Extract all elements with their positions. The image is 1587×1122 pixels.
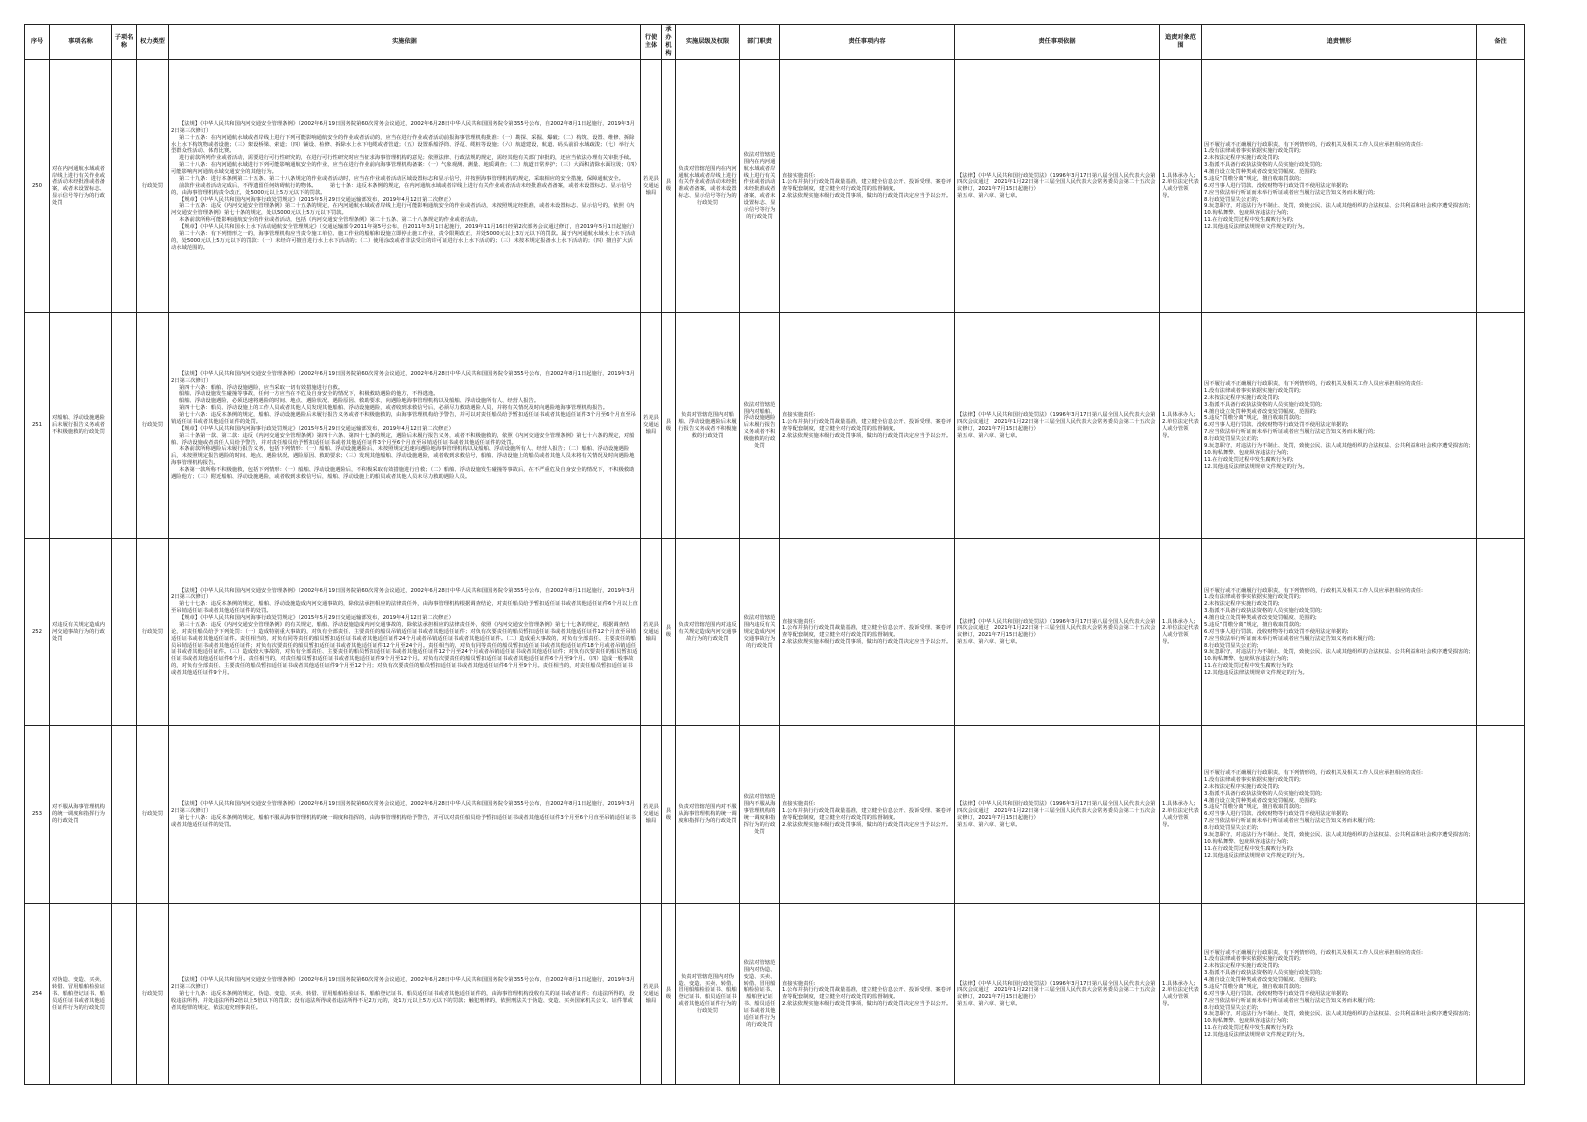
implementation-basis xyxy=(169,313,641,539)
remarks xyxy=(1477,539,1525,726)
duty-content-line: 1.公布并执行行政处罚裁量基准，建立健全信息公开、投诉受理、案卷评查等配套制度，建立健全对行政处罚的监督制度。 xyxy=(782,418,952,432)
accountable-scope xyxy=(1160,313,1202,539)
row-number: 251 xyxy=(25,313,50,539)
situation-line: 8.行政处罚显失公正的; xyxy=(1204,825,1259,832)
header-accountable: 追责对象范围 xyxy=(1160,25,1202,60)
basis-paragraph: 本条前款所称可能影响通航安全的作业或者活动，包括《内河交通安全管理条例》第二十五条、第二十八条规定的作业或者活动。 xyxy=(178,217,481,224)
basis-paragraph: 【法规】《中华人民共和国内河交通安全管理条例》（2002年6月19日国务院第60次常务会议通过，2002年6月28日中华人民共和国国务院令第355号公布，自2002年8月1日起施行，2019年3月2日第三次修订） xyxy=(171,370,635,384)
power-type: 行政处罚 xyxy=(137,60,169,313)
remarks xyxy=(1477,60,1525,313)
situation-line: 4.擅自设立处罚种类或者改变处罚幅度、范围的; xyxy=(1204,169,1317,176)
situation-line: 1.没有法律或者事实依据实施行政处罚的; xyxy=(1204,148,1301,155)
power-type: 行政处罚 xyxy=(137,313,169,539)
duty-basis xyxy=(955,60,1160,313)
situation-line: 9.玩忽职守，对违法行为不制止、处罚，致使公民、法人或其他组织的合法权益、公共利益和社会秩序遭受损害的; xyxy=(1204,442,1471,449)
item-name: 对在内河通航水域或者岸线上进行有关作业或者活动未经批准或者备案，或者未设置标志、显示信号等行为的行政处罚 xyxy=(50,60,112,313)
situation-line: 10.徇私舞弊、包庇纵容违法行为的; xyxy=(1204,838,1289,845)
level-and-authority: 负责对管辖范围内对不服从海事管理机构的统一调度和指挥行为的行政处罚 xyxy=(676,726,740,904)
situation-line: 1.没有法律或者事实依据实施行政处罚的; xyxy=(1204,387,1301,394)
implementation-basis xyxy=(169,726,641,904)
duty-basis-line: 【法律】《中华人民共和国行政处罚法》（1996年3月17日第八届全国人民代表大会第四次会议通过 2021年1月22日第十三届全国人民代表大会常务委员会第二十五次会议修订，2021年7月15日起施行） xyxy=(957,172,1156,193)
situation-line: 6.对当事人进行罚款、没收财物等行政处罚不使用法定单据的; xyxy=(1204,628,1349,635)
situation-line: 10.徇私舞弊、包庇纵容违法行为的; xyxy=(1204,1018,1289,1025)
basis-paragraph: 第七十七条：违反本条例的规定，船舶、浮动设施造成内河交通事故的，除依法承担相应的法律责任外，由海事管理机构根据调查结论，对责任船员给予暂扣适任证书或者其他适任证件6个月以上直至吊销适任证书或者其他适任证件的处罚。 xyxy=(171,601,638,615)
duty-content xyxy=(780,539,955,726)
situation-line: 12.其他违反法律法规规章文件规定的行为。 xyxy=(1204,224,1308,231)
accountable-line: 1.具体承办人; xyxy=(1162,618,1196,625)
row-number: 250 xyxy=(25,60,50,313)
department-duty: 依法对管辖范围内对船舶、浮动设施遇险后未履行报告义务或者不积极施救的行政处罚 xyxy=(740,313,780,539)
basis-paragraph: 【法规】《中华人民共和国内河交通安全管理条例》（2002年6月19日国务院第60次常务会议通过，2002年6月28日中华人民共和国国务院令第355号公布，自2002年8月1日起施行，2019年3月2日第三次修订） xyxy=(171,120,635,134)
header-item-name: 事项名称 xyxy=(50,25,112,60)
accountable-scope xyxy=(1160,60,1202,313)
duty-basis xyxy=(955,313,1160,539)
situation-line: 9.玩忽职守，对违法行为不制止、处罚，致使公民、法人或其他组织的合法权益、公共利益和社会秩序遭受损害的; xyxy=(1204,1011,1471,1018)
situation-line: 9.玩忽职守，对违法行为不制止、处罚，致使公民、法人或其他组织的合法权益、公共利益和社会秩序遭受损害的; xyxy=(1204,831,1471,838)
situation-line: 5.违反“罚缴分离”规定，擅自收取罚款的; xyxy=(1204,804,1302,811)
duty-content-line: 直接实施责任: xyxy=(782,618,816,625)
basis-paragraph: 第二十九条：进行本条例第二十五条、第二十八条规定的作业或者活动时，应当在作业或者活动区域设置标志和显示信号，并按照海事管理机构的规定，采取相应的安全措施，保障通航安全。 xyxy=(178,175,624,182)
duty-basis-line: 第五章、第六章、第七章。 xyxy=(957,432,1021,439)
duty-content-line: 直接实施责任: xyxy=(782,980,816,987)
row-number: 252 xyxy=(25,539,50,726)
table-body xyxy=(25,60,1525,1085)
duty-content-line: 直接实施责任: xyxy=(782,412,816,418)
basis-paragraph: 【法规】《中华人民共和国内河交通安全管理条例》（2002年6月19日国务院第60次常务会议通过，2002年6月28日中华人民共和国国务院令第355号公布，自2002年8月1日起施行，2019年3月2日第三次修订） xyxy=(171,587,635,601)
power-type: 行政处罚 xyxy=(137,539,169,726)
situation-line: 因不履行或不正确履行行政职责，有下列情形的，行政机关及相关工作人员应承担相应的责任: xyxy=(1204,141,1423,148)
power-list-sheet xyxy=(24,24,1524,1085)
situation-line: 1.没有法律或者事实依据实施行政处罚的; xyxy=(1204,594,1301,601)
accountable-scope xyxy=(1160,539,1202,726)
situation-line: 12.其他违反法律法规规章文件规定的行为。 xyxy=(1204,1032,1308,1039)
duty-basis xyxy=(955,904,1160,1085)
duty-basis-line: 【法律】《中华人民共和国行政处罚法》（1996年3月17日第八届全国人民代表大会第四次会议通过 2021年1月22日第十三届全国人民代表大会常务委员会第二十五次会议修订，2021年7月15日起施行） xyxy=(957,980,1156,1001)
duty-content-line: 1.公布并执行行政处罚裁量基准，建立健全信息公开、投诉受理、案卷评查等配套制度，建立健全对行政处罚的监督制度。 xyxy=(782,179,952,193)
header-situations: 追责情形 xyxy=(1202,25,1477,60)
situation-line: 7.应当依法举行听证而未举行听证或者应当履行法定告知义务而未履行的; xyxy=(1204,189,1376,196)
accountability-situations xyxy=(1202,726,1477,904)
situation-line: 9.玩忽职守，对违法行为不制止、处罚，致使公民、法人或其他组织的合法权益、公共利益和社会秩序遭受损害的; xyxy=(1204,649,1471,656)
situation-line: 12.其他违反法律法规规章文件规定的行为。 xyxy=(1204,463,1308,470)
situation-line: 4.擅自设立处罚种类或者改变处罚幅度、范围的; xyxy=(1204,977,1317,984)
situation-line: 8.行政处罚显失公正的; xyxy=(1204,642,1259,649)
subitem-name xyxy=(112,726,137,904)
basis-paragraph: 本条前款所称遇险后未履行报告义务，包括下列情形：（一）船舶、浮动设施遇险后，未按照规定迅速向遇险地海事管理机构以及船舶、浮动设施所有人、经营人报告；（二）船舶、浮动设施遇险后，未按照规定报告遇险的时间、地点、遇险状况、遇险原因、救助要求；（三）发现其他船舶、浮动设施遇险，或者收到求救信号，船舶、浮动设施上的船员或者其他人员未将有关情况及时向遇险地海事管理机构报告。 xyxy=(171,446,635,467)
situation-line: 11.在行政处罚过程中发生腐败行为的; xyxy=(1204,217,1294,224)
header-level: 实施层级及权限 xyxy=(676,25,740,60)
accountability-situations xyxy=(1202,539,1477,726)
table-row xyxy=(25,904,1525,1085)
remarks xyxy=(1477,904,1525,1085)
situation-line: 5.违反“罚缴分离”规定，擅自收取罚款的; xyxy=(1204,621,1302,628)
situation-line: 7.应当依法举行听证而未举行听证或者应当履行法定告知义务而未履行的; xyxy=(1204,997,1376,1004)
situation-line: 1.没有法律或者事实依据实施行政处罚的; xyxy=(1204,776,1301,783)
row-number: 254 xyxy=(25,904,50,1085)
accountability-situations xyxy=(1202,60,1477,313)
situation-line: 2.未按法定程序实施行政处罚的; xyxy=(1204,963,1280,970)
subject: 若羌县交通运输局 xyxy=(641,313,662,539)
table-row xyxy=(25,726,1525,904)
basis-paragraph: 【法规】《中华人民共和国内河交通安全管理条例》（2002年6月19日国务院第60次常务会议通过，2002年6月28日中华人民共和国国务院令第355号公布，自2002年8月1日起施行，2019年3月2日第三次修订） xyxy=(171,801,635,814)
accountable-line: 2.单位法定代表人或分管领导。 xyxy=(1162,179,1199,200)
department-duty: 依法对管辖范围内不服从海事管理机构的统一调度和指挥行为的行政处罚 xyxy=(740,726,780,904)
situation-line: 4.擅自设立处罚种类或者改变处罚幅度、范围的; xyxy=(1204,615,1317,622)
duty-content xyxy=(780,313,955,539)
department-duty: 依法对管辖范围内对伪造、变造、买卖、转借、冒用船舶检验证书、船舶登记证书、船员适任证书或者其他适任证件行为的行政处罚 xyxy=(740,904,780,1085)
subject: 若羌县交通运输局 xyxy=(641,904,662,1085)
department-duty: 依法对管辖范围内违反有关规定造成内河交通事故行为的行政处罚 xyxy=(740,539,780,726)
agency: 县级 xyxy=(662,726,676,904)
situation-line: 5.违反“罚缴分离”规定，擅自收取罚款的; xyxy=(1204,415,1302,422)
basis-paragraph: 【规章】《中华人民共和国内河海事行政处罚规定》（2015年5月29日交通运输部发布，2019年4月12日第二次修正） xyxy=(178,196,454,203)
duty-content-line: 1.公布并执行行政处罚裁量基准，建立健全信息公开、投诉受理、案卷评查等配套制度，建立健全对行政处罚的监督制度。 xyxy=(782,625,952,639)
duty-basis-line: 第五章、第六章、第七章。 xyxy=(957,821,1021,828)
level-and-authority: 负责对管辖范围内在内河通航水域或者岸线上进行有关作业或者活动未经批准或者备案，或者未设置标志、显示信号等行为的行政处罚 xyxy=(676,60,740,313)
situation-line: 2.未按法定程序实施行政处罚的; xyxy=(1204,601,1280,608)
header-agency: 承办机构 xyxy=(662,25,676,60)
situation-line: 6.对当事人进行罚款、没收财物等行政处罚不使用法定单据的; xyxy=(1204,422,1349,429)
basis-paragraph: 第三十五条：违反《内河交通安全管理条例》的有关规定，船舶、浮动设施造成内河交通事故的，除依法承担相应的法律责任外，依照《内河交通安全管理条例》第七十七条的规定，根据调查结论，对责任船员给予下列处罚：（一）造成特别重大事故的，对负有全部责任、主要责任的船员吊销适任证书或者其他适任证件；对负有次要责任的船员暂扣适任证书或者其他适任证件12个月直至吊销适任证书或者其他适任证件。责任相当的，对负有同等责任的船员暂扣适任证书或者其他适任证件24个月或者吊销适任证书或者其他适任证件。（二）造成重大事故的，对负有全部责任、主要责任的船员吊销适任证书或者其他适任证件；对负有次要责任的船员暂扣适任证书或者其他适任证件12个月至24个月。责任相当的，对负有同等责任的船员暂扣适任证书或者其他适任证件18个月或者吊销适任证书或者其他适任证件。（三）造成较大事故的，对负有全部责任、主要责任的船员暂扣适任证书或者其他适任证件12个月至24个月或者吊销适任证书或者其他适任证件；对负有次要责任的船员暂扣适任证书或者其他适任证件6个月。责任相当的，对责任船员暂扣适任证书或者其他适任证件9个月至12个月。对负有次要责任的船员暂扣适任证书或者其他适任证件6个月至9个月。（四）造成一般事故的，对负有全部责任、主要责任的船员暂扣适任证书或者其他适任证件9个月至12个月；对负有次要责任的船员暂扣适任证书或者其他适任证件6个月至9个月。责任相当的，对责任船员暂扣适任证书或者其他适任证件9个月。 xyxy=(171,621,638,677)
agency: 县级 xyxy=(662,539,676,726)
level-and-authority: 负责对管辖范围内对违反有关规定造成内河交通事故行为的行政处罚 xyxy=(676,539,740,726)
basis-paragraph: 第二十五条：违反《内河交通安全管理条例》第二十五条的规定，在内河通航水域或者岸线上进行可能影响通航安全的作业或者活动，未按照规定经批准，或者未设置标志、显示信号的，依照《内河交通安全管理条例》第七十条的规定，处以5000元以上5万元以下罚款。 xyxy=(171,203,635,217)
situation-line: 8.行政处罚显失公正的; xyxy=(1204,196,1259,203)
accountable-line: 1.具体承办人; xyxy=(1162,412,1196,418)
duty-content-line: 直接实施责任: xyxy=(782,801,816,807)
basis-paragraph: 第七十八条：违反本条例的规定，船舶不服从海事管理机构的统一调度和指挥的，由海事管理机构给予警告，并可以对责任船员给予暂扣适任证书或者其他适任证件3个月至6个月直至吊销适任证书或者其他适任证件的处罚。 xyxy=(171,814,636,828)
basis-paragraph: 本条第一款所称不积极施救，包括下列情形：（一）船舶、浮动设施遇险后，不积极采取有效措施进行自救；（二）船舶、浮动设施发生碰撞等事故后，在不严重危及自身安全的情况下，不积极救助遇险他方；（三）附近船舶、浮动设施遇险，或者收到求救信号后，船舶、浮动设施上的船员或者其他人员未尽力救助遇险人员。 xyxy=(171,467,635,480)
situation-line: 8.行政处罚显失公正的; xyxy=(1204,1004,1259,1011)
basis-paragraph: 第七十六条：违反本条例的规定，船舶、浮动设施遇险后未履行报告义务或者不积极施救的，由海事管理机构给予警告，并可以对责任船员给予暂扣适任证书或者其他适任证件3个月至6个月直至吊销适任证书或者其他适任证件的处罚。 xyxy=(171,412,636,425)
situation-line: 1.没有法律或者事实依据实施行政处罚的; xyxy=(1204,956,1301,963)
accountable-line: 1.具体承办人; xyxy=(1162,801,1196,807)
duty-content-line: 2.依法依规实施本级行政处罚事项，做出的行政处罚决定应当予以公开。 xyxy=(782,639,952,646)
header-remarks: 备注 xyxy=(1477,25,1525,60)
basis-paragraph: 第四十七条：船员、浮动设施上的工作人员或者其他人员发现其他船舶、浮动设施遇险，或者收到求救信号后，必须尽力救助遇险人员，并将有关情况及时向遇险地海事管理机构报告。 xyxy=(178,405,608,412)
duty-basis-line: 第五章、第六章、第七章。 xyxy=(957,1001,1021,1008)
duty-content xyxy=(780,904,955,1085)
remarks xyxy=(1477,726,1525,904)
accountable-line: 2.单位法定代表人或分管领导。 xyxy=(1162,987,1199,1008)
situation-line: 3.指派不具备行政执法资格的人员实施行政处罚的; xyxy=(1204,162,1323,169)
item-name: 对船舶、浮动设施遇险后未履行报告义务或者不积极施救的行政处罚 xyxy=(50,313,112,539)
table-row xyxy=(25,313,1525,539)
remarks xyxy=(1477,313,1525,539)
agency: 县级 xyxy=(662,313,676,539)
accountable-scope xyxy=(1160,726,1202,904)
situation-line: 9.玩忽职守，对违法行为不制止、处罚，致使公民、法人或其他组织的合法权益、公共利益和社会秩序遭受损害的; xyxy=(1204,203,1471,210)
header-duty-basis: 责任事项依据 xyxy=(955,25,1160,60)
duty-basis xyxy=(955,539,1160,726)
accountable-line: 1.具体承办人; xyxy=(1162,172,1196,179)
agency: 县级 xyxy=(662,904,676,1085)
duty-basis-line: 第五章、第六章、第七章。 xyxy=(957,639,1021,646)
situation-line: 12.其他违反法律法规规章文件规定的行为。 xyxy=(1204,852,1308,859)
duty-content-line: 1.公布并执行行政处罚裁量基准，建立健全信息公开、投诉受理、案卷评查等配套制度，建立健全对行政处罚的监督制度。 xyxy=(782,807,952,821)
duty-basis-line: 【法律】《中华人民共和国行政处罚法》（1996年3月17日第八届全国人民代表大会第四次会议通过 2021年1月22日第十三届全国人民代表大会常务委员会第二十五次会议修订，2021年7月15日起施行） xyxy=(957,412,1156,432)
header-power-type: 权力类型 xyxy=(137,25,169,60)
header-subject: 行使主体 xyxy=(641,25,662,60)
accountable-line: 2.单位法定代表人或分管领导。 xyxy=(1162,625,1199,646)
situation-line: 11.在行政处罚过程中发生腐败行为的; xyxy=(1204,456,1294,463)
item-name: 对违反有关规定造成内河交通事故行为的行政处罚 xyxy=(50,539,112,726)
item-name: 对不服从海事管理机构的统一调度和指挥行为的行政处罚 xyxy=(50,726,112,904)
basis-paragraph: 第二十五条：在内河通航水域或者岸线上进行下列可能影响通航安全的作业或者活动的，应当在进行作业或者活动前报海事管理机构批准：（一）勘探、采掘、爆破；（二）构筑、设置、维修、拆除水上水下构筑物或者设施；（三）架设桥梁、索道；（四）铺设、检修、拆除水上水下电缆或者管道；（五）设置系船浮筒、浮趸、缆桩等设施；（六）航道建设，航道、码头前沿水域疏浚；（七）举行大型群众性活动、体育比赛。 xyxy=(171,134,635,155)
situation-line: 10.徇私舞弊、包庇纵容违法行为的; xyxy=(1204,210,1289,217)
situation-line: 7.应当依法举行听证而未举行听证或者应当履行法定告知义务而未履行的; xyxy=(1204,429,1376,436)
situation-line: 4.擅自设立处罚种类或者改变处罚幅度、范围的; xyxy=(1204,408,1317,415)
situation-line: 7.应当依法举行听证而未举行听证或者应当履行法定告知义务而未履行的; xyxy=(1204,635,1376,642)
implementation-basis xyxy=(169,60,641,313)
situation-line: 3.指派不具备行政执法资格的人员实施行政处罚的; xyxy=(1204,970,1323,977)
table-header-row xyxy=(25,25,1525,60)
duty-content-line: 2.依法依规实施本级行政处罚事项，做出的行政处罚决定应当予以公开。 xyxy=(782,432,952,439)
situation-line: 11.在行政处罚过程中发生腐败行为的; xyxy=(1204,663,1294,670)
duty-content-line: 2.依法依规实施本级行政处罚事项，做出的行政处罚决定应当予以公开。 xyxy=(782,193,952,200)
basis-paragraph: 第四十六条：船舶、浮动设施遇险，应当采取一切有效措施进行自救。 xyxy=(178,384,344,391)
situation-line: 6.对当事人进行罚款、没收财物等行政处罚不使用法定单据的; xyxy=(1204,811,1349,818)
situation-line: 10.徇私舞弊、包庇纵容违法行为的; xyxy=(1204,656,1289,663)
subitem-name xyxy=(112,313,137,539)
header-basis: 实施依据 xyxy=(169,25,641,60)
situation-line: 因不履行或不正确履行行政职责，有下列情形的，行政机关及相关工作人员应承担相应的责任: xyxy=(1204,381,1423,388)
subject: 若羌县交通运输局 xyxy=(641,60,662,313)
duty-basis xyxy=(955,726,1160,904)
subject: 若羌县交通运输局 xyxy=(641,539,662,726)
accountable-scope xyxy=(1160,904,1202,1085)
situation-line: 2.未按法定程序实施行政处罚的; xyxy=(1204,394,1280,401)
header-duty-content: 责任事项内容 xyxy=(780,25,955,60)
basis-paragraph: 第二十八条：在内河通航水域进行下列可能影响通航安全的作业，应当在进行作业前向海事管理机构备案：（一）气象观测、测量、地质调查；（二）航道日常养护；（三）大面积清除水面垃圾；（四）可能影响内河通航水域交通安全的其他行为。 xyxy=(171,162,638,176)
basis-paragraph: 【规章】《中华人民共和国内河海事行政处罚规定》（2015年5月29日交通运输部发布，2019年4月12日第二次修正） xyxy=(178,425,454,432)
situation-line: 7.应当依法举行听证而未举行听证或者应当履行法定告知义务而未履行的; xyxy=(1204,818,1376,825)
department-duty: 依法对管辖范围内在内河通航水域或者岸线上进行有关作业或者活动未经批准或者备案，或者未设置标志、显示信号等行为的行政处罚 xyxy=(740,60,780,313)
basis-paragraph: 【法规】《中华人民共和国内河交通安全管理条例》（2002年6月19日国务院第60次常务会议通过，2002年6月28日中华人民共和国国务院令第355号公布，自2002年8月1日起施行，2019年3月2日第三次修订） xyxy=(171,977,635,990)
situation-line: 5.违反“罚缴分离”规定，擅自收取罚款的; xyxy=(1204,983,1302,990)
header-duty: 部门职责 xyxy=(740,25,780,60)
situation-line: 2.未按法定程序实施行政处罚的; xyxy=(1204,155,1280,162)
header-subitem: 子项名称 xyxy=(112,25,137,60)
situation-line: 3.指派不具备行政执法资格的人员实施行政处罚的; xyxy=(1204,608,1323,615)
implementation-basis xyxy=(169,539,641,726)
accountable-line: 2.单位法定代表人或分管领导。 xyxy=(1162,807,1199,828)
duty-content-line: 2.依法依规实施本级行政处罚事项，做出的行政处罚决定应当予以公开。 xyxy=(782,1001,952,1008)
situation-line: 4.擅自设立处罚种类或者改变处罚幅度、范围的; xyxy=(1204,797,1317,804)
situation-line: 12.其他违反法律法规规章文件规定的行为。 xyxy=(1204,670,1308,677)
basis-paragraph: 第三十条第一款、第二款：违反《内河交通安全管理条例》第四十六条、第四十七条的规定，遇险后未履行报告义务，或者不积极施救的，依照《内河交通安全管理条例》第七十六条的规定，对船舶、浮动设施或者责任人员给予警告，并对责任船员给予暂扣适任证书或者其他适任证件3个月至6个月直至吊销适任证书或者其他适任证件的处罚。 xyxy=(171,432,635,446)
agency: 县级 xyxy=(662,60,676,313)
accountability-situations xyxy=(1202,904,1477,1085)
situation-line: 3.指派不具备行政执法资格的人员实施行政处罚的; xyxy=(1204,790,1323,797)
basis-paragraph: 前款作业或者活动完成后，不得遗留任何妨碍航行的物体。 第七十条：违反本条例的规定，在内河通航水域或者岸线上进行有关作业或者活动未经批准或者备案，或者未设置标志、显示信号的，由海事管理机构责令改正，处5000元以上5万元以下的罚款。 xyxy=(171,182,632,196)
basis-paragraph: 进行前款所列作业或者活动，需要进行可行性研究的，在进行可行性研究时应当征求海事管理机构的意见；依照法律、行政法规的规定，需经其他有关部门审批的，还应当依法办理有关审批手续。 xyxy=(178,155,635,162)
basis-paragraph: 【规章】《中华人民共和国内河海事行政处罚规定》（2015年5月29日交通运输部发布，2019年4月12日第二次修正） xyxy=(178,615,454,622)
situation-line: 因不履行或不正确履行行政职责，有下列情形的，行政机关及相关工作人员应承担相应的责任: xyxy=(1204,770,1423,777)
duty-content-line: 1.公布并执行行政处罚裁量基准，建立健全信息公开、投诉受理、案卷评查等配套制度，建立健全对行政处罚的监督制度。 xyxy=(782,987,952,1001)
situation-line: 6.对当事人进行罚款、没收财物等行政处罚不使用法定单据的; xyxy=(1204,990,1349,997)
situation-line: 8.行政处罚显失公正的; xyxy=(1204,436,1259,443)
table-row xyxy=(25,60,1525,313)
basis-paragraph: 第七十九条：违反本条例的规定，伪造、变造、买卖、转借、冒用船舶检验证书、船舶登记证书、船员适任证书或者其他适任证件的，由海事管理机构没收有关的证书或者证件；有违法所得的，没收违法所得，并处违法所得2倍以上5倍以下的罚款；没有违法所得或者违法所得不足2万元的，处1万元以上5万元以下的罚款；触犯刑律的，依照刑法关于伪造、变造、买卖国家机关公文、证件罪或者其他罪的规定，依法追究刑事责任。 xyxy=(171,990,635,1011)
implementation-basis xyxy=(169,904,641,1085)
situation-line: 3.指派不具备行政执法资格的人员实施行政处罚的; xyxy=(1204,401,1323,408)
accountable-line: 1.具体承办人; xyxy=(1162,980,1196,987)
subject: 若羌县交通运输局 xyxy=(641,726,662,904)
duty-content xyxy=(780,60,955,313)
situation-line: 5.违反“罚缴分离”规定，擅自收取罚款的; xyxy=(1204,175,1302,182)
duty-content xyxy=(780,726,955,904)
basis-paragraph: 船舶、浮动设施发生碰撞等事故，任何一方应当在不危及自身安全的情况下，积极救助遇险的他方，不得逃逸。 xyxy=(178,391,439,398)
duty-basis-line: 【法律】《中华人民共和国行政处罚法》（1996年3月17日第八届全国人民代表大会第四次会议通过 2021年1月22日第十三届全国人民代表大会常务委员会第二十五次会议修订，2021年7月15日起施行） xyxy=(957,618,1156,639)
power-list-table xyxy=(24,24,1525,1085)
item-name: 对伪造、变造、买卖、转借、冒用船舶检验证书、船舶登记证书、船员适任证书或者其他适任证件行为的行政处罚 xyxy=(50,904,112,1085)
accountable-line: 2.单位法定代表人或分管领导。 xyxy=(1162,418,1199,439)
basis-paragraph: 第二十六条：有下列情形之一的，海事管理机构应当责令施工单位、施工作业的船舶和设施立即停止施工作业，责令限期改正，并处5000元以上3万元以下的罚款。属于内河通航水域水上水下活动的，处5000元以上5万元以下的罚款：（一）未经许可擅自进行水上水下活动的；（二）使用涂改或者非法受让的许可证进行水上水下活动的；（三）未按本规定报备水上水下活动的；（四）擅自扩大活动水域范围的。 xyxy=(171,230,636,251)
situation-line: 因不履行或不正确履行行政职责，有下列情形的，行政机关及相关工作人员应承担相应的责任: xyxy=(1204,949,1423,956)
duty-content-line: 2.依法依规实施本级行政处罚事项，做出的行政处罚决定应当予以公开。 xyxy=(782,821,952,828)
header-no: 序号 xyxy=(25,25,50,60)
subitem-name xyxy=(112,539,137,726)
duty-basis-line: 第五章、第六章、第七章。 xyxy=(957,193,1021,200)
situation-line: 6.对当事人进行罚款、没收财物等行政处罚不使用法定单据的; xyxy=(1204,182,1349,189)
duty-content-line: 直接实施责任: xyxy=(782,172,816,179)
level-and-authority: 负责对管辖范围内对船舶、浮动设施遇险后未履行报告义务或者不积极施救的行政处罚 xyxy=(676,313,740,539)
situation-line: 11.在行政处罚过程中发生腐败行为的; xyxy=(1204,845,1294,852)
accountability-situations xyxy=(1202,313,1477,539)
duty-basis-line: 【法律】《中华人民共和国行政处罚法》（1996年3月17日第八届全国人民代表大会第四次会议通过 2021年1月22日第十三届全国人民代表大会常务委员会第二十五次会议修订，2021年7月15日起施行） xyxy=(957,801,1156,821)
power-type: 行政处罚 xyxy=(137,904,169,1085)
power-type: 行政处罚 xyxy=(137,726,169,904)
row-number: 253 xyxy=(25,726,50,904)
basis-paragraph: 【规章】《中华人民共和国水上水下活动通航安全管理规定》（交通运输部令2011年第5号公布，自2011年3月1日起施行，2019年11月16日经第2次部务会议通过修订，自2019年5月1日起施行） xyxy=(178,224,638,231)
level-and-authority: 负责对管辖范围内对伪造、变造、买卖、转借、冒用船舶检验证书、船舶登记证书、船员适任证书或者其他适任证件行为的行政处罚 xyxy=(676,904,740,1085)
situation-line: 11.在行政处罚过程中发生腐败行为的; xyxy=(1204,1025,1294,1032)
situation-line: 2.未按法定程序实施行政处罚的; xyxy=(1204,783,1280,790)
basis-paragraph: 船舶、浮动设施遇险，必须迅速将遇险的时间、地点、遇险状况、遇险原因、救助要求，向遇险地海事管理机构以及船舶、浮动设施所有人、经营人报告。 xyxy=(178,398,540,405)
situation-line: 因不履行或不正确履行行政职责，有下列情形的，行政机关及相关工作人员应承担相应的责任: xyxy=(1204,587,1423,594)
subitem-name xyxy=(112,60,137,313)
table-row xyxy=(25,539,1525,726)
situation-line: 10.徇私舞弊、包庇纵容违法行为的; xyxy=(1204,449,1289,456)
subitem-name xyxy=(112,904,137,1085)
